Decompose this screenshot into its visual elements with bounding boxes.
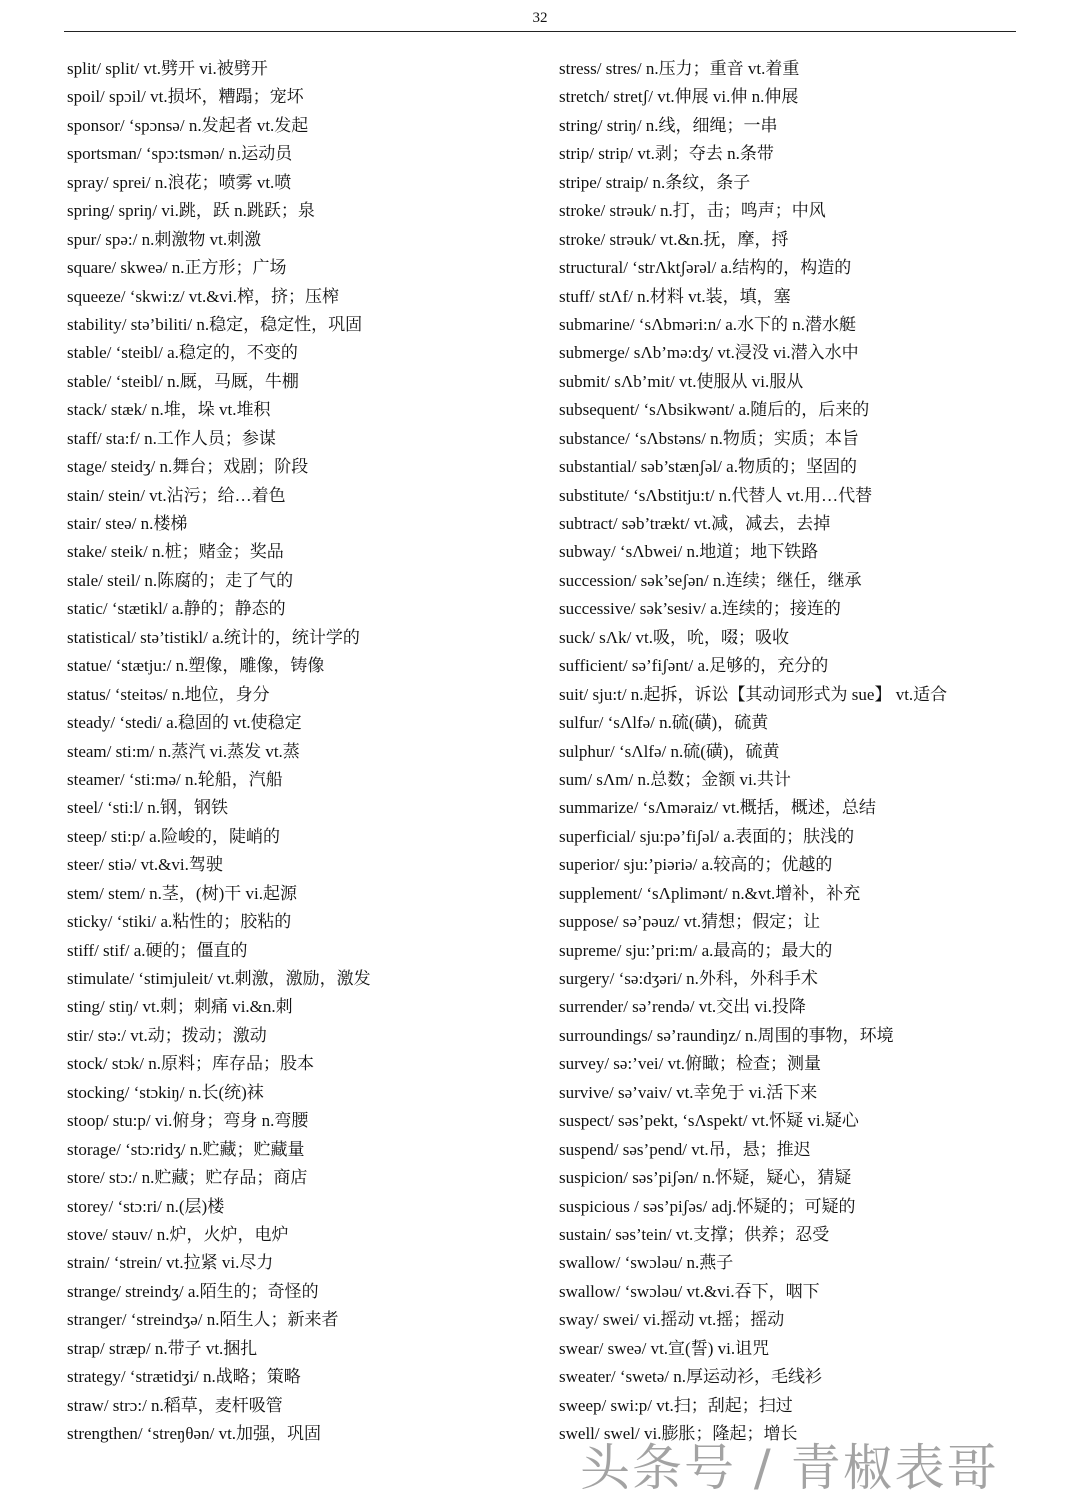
- vocab-entry: sulfur/ ‘sΛlfə/ n.硫(磺)，硫黄: [559, 713, 769, 733]
- vocab-entry: structural/ ‘strΛktʃərəl/ a.结构的，构造的: [559, 258, 852, 278]
- vocab-entry: stocking/ ‘stɔkiŋ/ n.长(统)袜: [67, 1082, 264, 1102]
- vocab-entry: suck/ sΛk/ vt.吸，吮，啜；吸收: [559, 627, 790, 647]
- vocab-entry: sum/ sΛm/ n.总数；金额 vi.共计: [559, 769, 791, 789]
- vocab-entry: surroundings/ sə’raundiŋz/ n.周围的事物，环境: [559, 1025, 894, 1045]
- vocab-entry: strip/ strip/ vt.剥；夺去 n.条带: [559, 144, 774, 164]
- vocab-entry: stove/ stəuv/ n.炉，火炉，电炉: [67, 1224, 289, 1244]
- vocab-entry: string/ striŋ/ n.线，细绳；一串: [559, 115, 778, 135]
- vocab-entry: subsequent/ ‘sΛbsikwənt/ a.随后的，后来的: [559, 400, 870, 420]
- vocab-entry: suspicion/ səs’piʃən/ n.怀疑，疑心，猜疑: [559, 1168, 852, 1188]
- vocab-entry: sufficient/ sə’fiʃənt/ a.足够的，充分的: [559, 656, 829, 676]
- vocab-entry: stripe/ straip/ n.条纹，条子: [559, 172, 751, 192]
- vocab-entry: substance/ ‘sΛbstəns/ n.物质；实质；本旨: [559, 428, 859, 448]
- vocab-entry: sweater/ ‘swetə/ n.厚运动衫，毛线衫: [559, 1367, 822, 1387]
- left-column: [67, 55, 537, 1448]
- vocab-entry: stair/ steə/ n.楼梯: [67, 514, 188, 533]
- vocab-entry: statistical/ stə’tistikl/ a.统计的，统计学的: [67, 627, 360, 647]
- vocab-entry: suspend/ səs’pend/ vt.吊，悬；推迟: [559, 1139, 811, 1159]
- vocab-entry: steamer/ ‘sti:mə/ n.轮船，汽船: [67, 769, 283, 789]
- vocab-entry: status/ ‘steitəs/ n.地位，身分: [67, 684, 270, 704]
- vocab-entry: stack/ stæk/ n.堆，垛 vt.堆积: [67, 400, 271, 420]
- right-column: [559, 55, 1059, 1448]
- vocab-entry: subway/ ‘sΛbwei/ n.地道；地下铁路: [559, 542, 819, 562]
- vocab-entry: stale/ steil/ n.陈腐的；走了气的: [67, 570, 294, 590]
- vocab-entry: stiff/ stif/ a.硬的；僵直的: [67, 940, 248, 960]
- vocab-entry: strain/ ‘strein/ vt.拉紧 vi.尽力: [67, 1253, 274, 1273]
- vocab-entry: spoil/ spɔil/ vt.损坏，糟蹋；宠坏: [67, 87, 304, 107]
- vocab-entry: stage/ steidʒ/ n.舞台；戏剧；阶段: [67, 457, 309, 477]
- vocab-entry: substitute/ ‘sΛbstitju:t/ n.代替人 vt.用…代替: [559, 485, 873, 505]
- vocab-entry: steep/ sti:p/ a.险峻的，陡峭的: [67, 826, 280, 846]
- vocab-entry: spur/ spə:/ n.刺激物 vt.刺激: [67, 229, 262, 249]
- page-number: 32: [532, 10, 548, 26]
- vocab-entry: survey/ sə:’vei/ vt.俯瞰；检查；测量: [559, 1054, 822, 1074]
- vocab-entry: steady/ ‘stedi/ a.稳固的 vt.使稳定: [67, 713, 302, 733]
- vocab-entry: statue/ ‘stætju:/ n.塑像，雕像，铸像: [67, 656, 325, 676]
- vocab-entry: storey/ ‘stɔ:ri/ n.(层)楼: [67, 1196, 225, 1216]
- vocab-entry: swear/ sweə/ vt.宣(誓) vi.诅咒: [559, 1338, 770, 1358]
- vocab-entry: stress/ stres/ n.压力；重音 vt.着重: [559, 59, 800, 78]
- watermark: 头条号 / 青椒表哥: [580, 1439, 999, 1497]
- vocab-entry: spray/ sprei/ n.浪花；喷雾 vt.喷: [67, 172, 292, 192]
- vocab-entry: stable/ ‘steibl/ n.厩，马厩，牛棚: [67, 371, 299, 391]
- vocab-entry: swallow/ ‘swɔləu/ vt.&vi.吞下，咽下: [559, 1281, 820, 1301]
- vocab-entry: supreme/ sju:’pri:m/ a.最高的；最大的: [559, 940, 833, 960]
- vocab-entry: store/ stɔ:/ n.贮藏；贮存品；商店: [67, 1168, 308, 1188]
- vocab-entry: sticky/ ‘stiki/ a.粘性的；胶粘的: [67, 912, 292, 932]
- vocab-entry: square/ skweə/ n.正方形；广场: [67, 258, 287, 278]
- vocab-entry: supplement/ ‘sΛplimənt/ n.&vt.增补，补充: [559, 883, 861, 903]
- vocab-entry: swell/ swel/ vi.膨胀；隆起；增长: [559, 1424, 798, 1443]
- vocab-entry: split/ split/ vt.劈开 vi.被劈开: [67, 59, 268, 78]
- vocab-entry: stretch/ stretʃ/ vt.伸展 vi.伸 n.伸展: [559, 87, 799, 107]
- vocab-entry: strategy/ ‘strætidʒi/ n.战略；策略: [67, 1367, 301, 1387]
- vocab-entry: submit/ sΛb’mit/ vt.使服从 vi.服从: [559, 371, 804, 391]
- vocab-entry: successive/ sək’sesiv/ a.连续的；接连的: [559, 599, 841, 619]
- vocab-entry: sulphur/ ‘sΛlfə/ n.硫(磺)，硫黄: [559, 741, 780, 761]
- vocab-entry: stir/ stə:/ vt.动；拨动；激动: [67, 1025, 267, 1045]
- vocab-entry: survive/ sə’vaiv/ vt.幸免于 vi.活下来: [559, 1082, 818, 1102]
- vocab-entry: summarize/ ‘sΛməraiz/ vt.概括，概述，总结: [559, 798, 876, 818]
- vocab-entry: submerge/ sΛb’mə:dʒ/ vt.浸没 vi.潜入水中: [559, 343, 859, 363]
- vocab-entry: steel/ ‘sti:l/ n.钢，钢铁: [67, 798, 229, 818]
- vocab-entry: surgery/ ‘sə:dʒəri/ n.外科，外科手术: [559, 969, 818, 988]
- vocab-entry: stake/ steik/ n.桩；赌金；奖品: [67, 542, 284, 562]
- vocab-entry: sway/ swei/ vi.摇动 vt.摇；摇动: [559, 1310, 785, 1330]
- vocab-entry: stability/ stə’biliti/ n.稳定，稳定性，巩固: [67, 314, 363, 334]
- vocab-entry: sponsor/ ‘spɔnsə/ n.发起者 vt.发起: [67, 115, 309, 135]
- vocab-entry: sting/ stiŋ/ vt.刺；刺痛 vi.&n.刺: [67, 997, 293, 1017]
- vocab-entry: suspect/ səs’pekt, ‘sΛspekt/ vt.怀疑 vi.疑心: [559, 1111, 859, 1131]
- vocab-entry: submarine/ ‘sΛbməri:n/ a.水下的 n.潜水艇: [559, 314, 857, 334]
- vocab-entry: stain/ stein/ vt.沾污；给…着色: [67, 485, 286, 505]
- vocab-entry: steer/ stiə/ vt.&vi.驾驶: [67, 855, 223, 875]
- vocab-entry: stem/ stem/ n.茎，(树)干 vi.起源: [67, 883, 297, 903]
- vocab-entry: staff/ sta:f/ n.工作人员；参谋: [67, 428, 276, 448]
- vocab-entry: strange/ streindʒ/ a.陌生的；奇怪的: [67, 1281, 319, 1301]
- vocab-entry: swallow/ ‘swɔləu/ n.燕子: [559, 1253, 734, 1273]
- vocab-entry: strap/ stræp/ n.带子 vt.捆扎: [67, 1338, 258, 1358]
- vocab-entry: suspicious / səs’piʃəs/ adj.怀疑的；可疑的: [559, 1196, 856, 1216]
- vocab-entry: suppose/ sə’pəuz/ vt.猜想；假定；让: [559, 912, 821, 932]
- vocab-entry: static/ ‘stætikl/ a.静的；静态的: [67, 599, 286, 619]
- vocab-entry: storage/ ‘stɔ:ridʒ/ n.贮藏；贮藏量: [67, 1139, 305, 1159]
- vocab-entry: substantial/ səb’stænʃəl/ a.物质的；坚固的: [559, 457, 857, 477]
- vocab-entry: succession/ sək’seʃən/ n.连续；继任，继承: [559, 570, 862, 590]
- vocab-entry: stroke/ strəuk/ n.打，击；鸣声；中风: [559, 201, 826, 221]
- vocab-entry: stock/ stɔk/ n.原料；库存品；股本: [67, 1054, 314, 1074]
- vocab-entry: subtract/ səb’trækt/ vt.减，减去，去掉: [559, 514, 831, 533]
- vocab-entry: superficial/ sju:pə’fiʃəl/ a.表面的；肤浅的: [559, 826, 855, 846]
- vocab-entry: strengthen/ ‘streŋθən/ vt.加强，巩固: [67, 1424, 322, 1443]
- vocab-entry: straw/ strɔ:/ n.稻草，麦杆吸管: [67, 1395, 283, 1415]
- vocab-entry: squeeze/ ‘skwi:z/ vt.&vi.榨，挤；压榨: [67, 286, 339, 306]
- vocab-entry: stimulate/ ‘stimjuleit/ vt.刺激，激励，激发: [67, 969, 371, 988]
- vocab-entry: spring/ spriŋ/ vi.跳，跃 n.跳跃；泉: [67, 201, 315, 221]
- vocab-entry: stoop/ stu:p/ vi.俯身；弯身 n.弯腰: [67, 1111, 309, 1131]
- vocab-entry: suit/ sju:t/ n.起拆，诉讼【其动词形式为 sue】 vt.适合: [559, 684, 948, 704]
- vocab-entry: sportsman/ ‘spɔ:tsmən/ n.运动员: [67, 144, 293, 164]
- header-rule: [64, 31, 1016, 32]
- vocab-entry: sweep/ swi:p/ vt.扫；刮起；扫过: [559, 1395, 793, 1415]
- vocab-entry: stroke/ strəuk/ vt.&n.抚，摩，捋: [559, 229, 789, 249]
- vocab-entry: stuff/ stΛf/ n.材料 vt.装，填，塞: [559, 286, 791, 306]
- vocab-entry: sustain/ səs’tein/ vt.支撑；供养；忍受: [559, 1224, 830, 1244]
- vocab-entry: superior/ sju:’piəriə/ a.较高的；优越的: [559, 855, 833, 875]
- vocab-entry: steam/ sti:m/ n.蒸汽 vi.蒸发 vt.蒸: [67, 741, 300, 761]
- vocab-entry: stranger/ ‘streindʒə/ n.陌生人；新来者: [67, 1310, 339, 1330]
- vocab-entry: stable/ ‘steibl/ a.稳定的，不变的: [67, 343, 298, 363]
- vocab-entry: surrender/ sə’rendə/ vt.交出 vi.投降: [559, 997, 806, 1017]
